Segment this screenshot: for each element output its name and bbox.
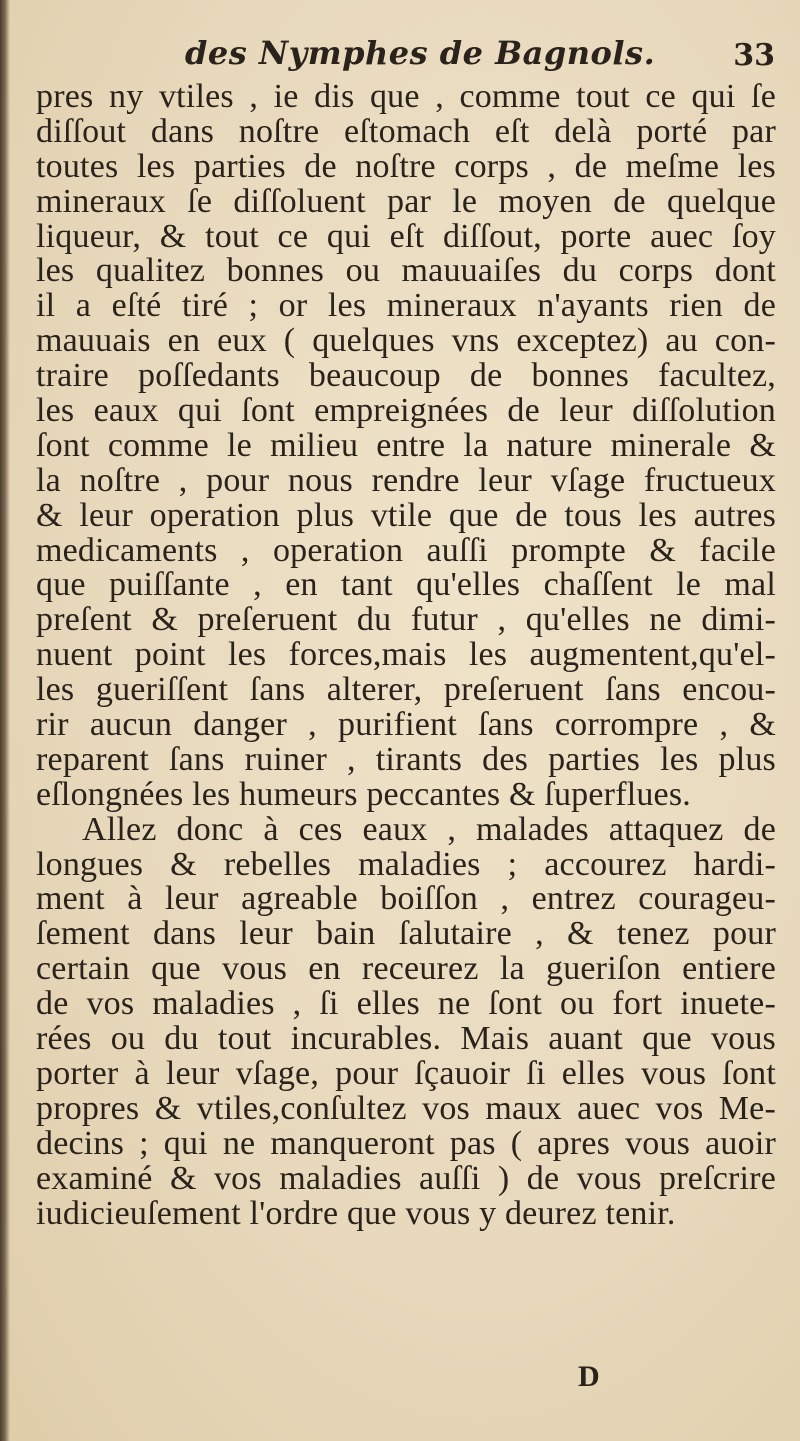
text-line: les gueriſſent ſans alterer, preſeruent ſans encou-: [36, 671, 776, 709]
text-line: propres & vtiles,conſultez vos maux auec vos Me-: [36, 1089, 776, 1127]
text-line: que puiſſante , en tant qu'elles chaſſent le mal: [36, 566, 776, 604]
text-line: pres ny vtiles , ie dis que , comme tout ce qui ſe: [36, 78, 776, 115]
text-line: eſlongnées les humeurs peccantes & ſuperflues.: [36, 775, 691, 813]
text-line: certain que vous en receurez la gueriſon entiere: [36, 950, 776, 988]
text-line: nuent point les forces,mais les augmentent,qu'el-: [36, 636, 776, 674]
text-line: les qualitez bonnes ou mauuaiſes du corps dont: [36, 252, 776, 290]
text-line: preſent & preſeruent du futur , qu'elles ne dimi-: [36, 601, 776, 639]
text-line: traire poſſedants beaucoup de bonnes facultez,: [36, 357, 776, 395]
text-line: de vos maladies , ſi elles ne ſont ou fort inuete-: [36, 985, 776, 1023]
body-text: [36, 80, 776, 1231]
text-line: rées ou du tout incurables. Mais auant que vous: [36, 1020, 776, 1058]
signature-mark: D: [578, 1360, 600, 1393]
text-line: medicaments , operation auſſi prompte & facile: [36, 531, 776, 569]
running-head: des Nymphes de Bagnols.: [185, 34, 656, 72]
text-line: rir aucun danger , purifient ſans corrompre , &: [36, 706, 776, 744]
text-line: reparent ſans ruiner , tirants des parties les plus: [36, 740, 776, 778]
page-number: 33: [733, 38, 775, 73]
text-line: ſement dans leur bain ſalutaire , & tenez pour: [36, 915, 776, 953]
text-line: mauuais en eux ( quelques vns exceptez) au con-: [36, 322, 776, 360]
text-line: porter à leur vſage, pour ſçauoir ſi elles vous ſont: [36, 1054, 776, 1092]
text-line: examiné & vos maladies auſſi ) de vous preſcrire: [36, 1159, 776, 1197]
text-line: les eaux qui ſont empreignées de leur diſſolution: [36, 392, 776, 430]
text-line: la noſtre , pour nous rendre leur vſage fructueux: [36, 461, 776, 499]
page-header: [185, 34, 775, 84]
text-line: & leur operation plus vtile que de tous les autres: [36, 496, 776, 534]
text-line: il a eſté tiré ; or les mineraux n'ayants rien de: [36, 287, 776, 325]
text-line: decins ; qui ne manqueront pas ( apres vous auoir: [36, 1124, 776, 1162]
text-line: toutes les parties de noſtre corps , de meſme les: [36, 147, 776, 185]
text-line: mineraux ſe diſſoluent par le moyen de quelque: [36, 182, 776, 220]
text-line: liqueur, & tout ce qui eſt diſſout, porte auec ſoy: [36, 217, 776, 255]
text-line: iudicieuſement l'ordre que vous y deurez tenir.: [36, 1194, 676, 1232]
text-line: diſſout dans noſtre eſtomach eſt delà porté par: [36, 112, 776, 150]
text-line: ment à leur agreable boiſſon , entrez courageu-: [36, 880, 776, 918]
text-line: longues & rebelles maladies ; accourez hardi-: [36, 845, 776, 883]
text-line: ſont comme le milieu entre la nature minerale &: [36, 426, 776, 464]
text-line: Allez donc à ces eaux , malades attaquez de: [82, 810, 776, 848]
binding-edge: [0, 0, 10, 1441]
